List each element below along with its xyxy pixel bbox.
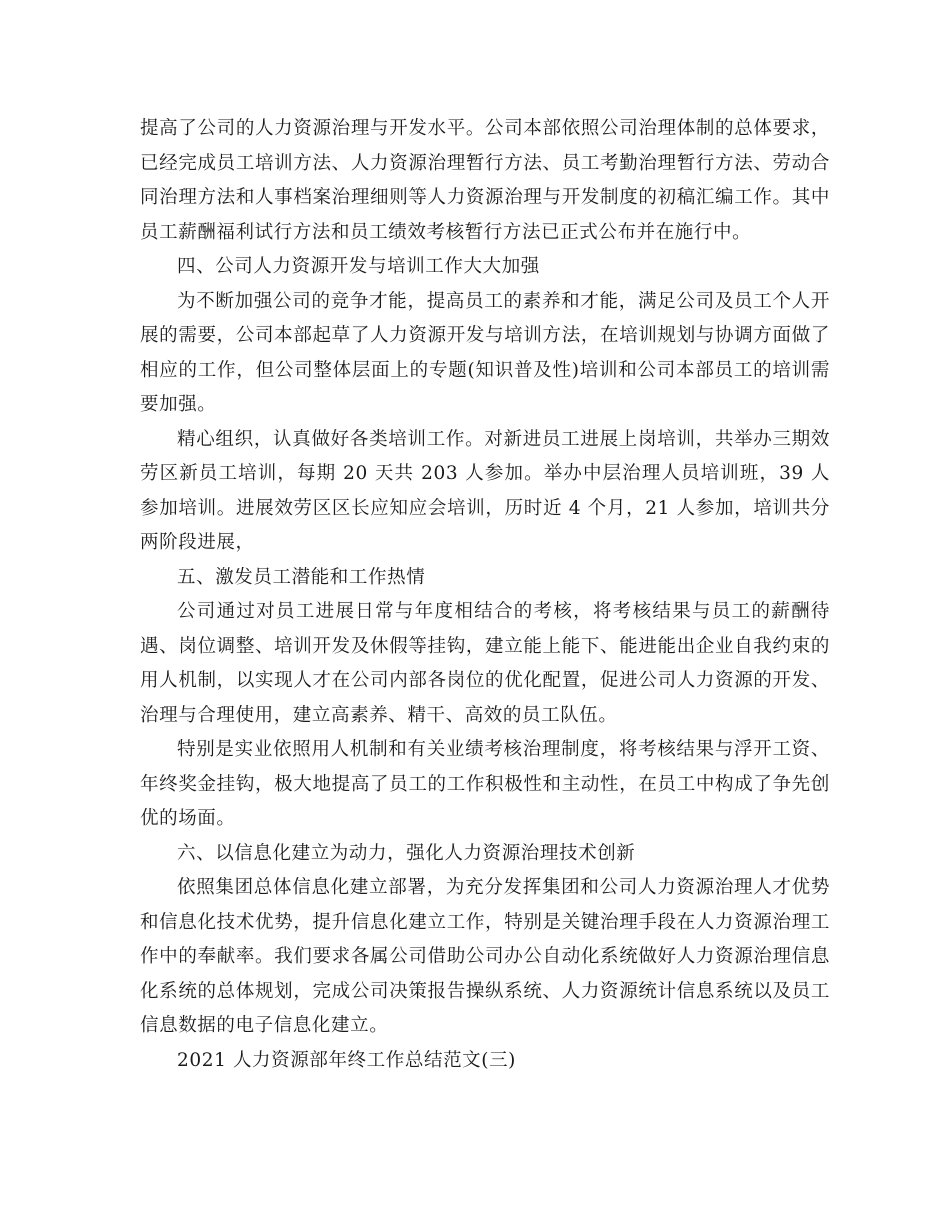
document-body <box>140 112 830 1078</box>
paragraph-informatization: 依照集团总体信息化建立部署，为充分发挥集团和公司人力资源治理人才优势和信息化技术优势，提升信息化建立工作，特别是关键治理手段在人力资源治理工作中的奉献率。我们要求各属公司借助公司办公自动化系统做好人力资源治理信息化系统的总体规划，完成公司决策报告操纵系统、人力资源统计信息系统以及员工信息数据的电子信息化建立。 <box>140 877 830 1036</box>
paragraph-performance: 特别是实业依照用人机制和有关业绩考核治理制度，将考核结果与浮开工资、年终奖金挂钩，极大地提高了员工的工作积极性和主动性，在员工中构成了争先创优的场面。 <box>140 739 830 829</box>
paragraph-hr-system: 提高了公司的人力资源治理与开发水平。公司本部依照公司治理体制的总体要求，已经完成员工培训方法、人力资源治理暂行方法、员工考勤治理暂行方法、劳动合同治理方法和人事档案治理细则等人力资源治理与开发制度的初稿汇编工作。其中员工薪酬福利试行方法和员工绩效考核暂行方法已正式公布并在施行中。 <box>140 118 830 243</box>
paragraph-training-work: 精心组织，认真做好各类培训工作。对新进员工进展上岗培训，共举办三期效劳区新员工培训，每期 20 天共 203 人参加。举办中层治理人员培训班，39 人参加培训。进展效劳区区长应知应会培训，历时近 4 个月，21 人参加，培训共分两阶段进展， <box>140 428 830 553</box>
paragraph-assessment: 公司通过对员工进展日常与年度相结合的考核，将考核结果与员工的薪酬待遇、岗位调整、培训开发及休假等挂钩，建立能上能下、能进能出企业自我约束的用人机制，以实现人才在公司内部各岗位的优化配置，促进公司人力资源的开发、治理与合理使用，建立高素养、精干、高效的员工队伍。 <box>140 601 830 726</box>
paragraph-training-plan: 为不断加强公司的竞争才能，提高员工的素养和才能，满足公司及员工个人开展的需要，公司本部起草了人力资源开发与培训方法，在培训规划与协调方面做了相应的工作，但公司整体层面上的专题(知识普及性)培训和公司本部员工的培训需要加强。 <box>140 290 830 415</box>
heading-section-five: 五、激发员工潜能和工作热情 <box>177 566 426 588</box>
heading-next-document: 2021 人力资源部年终工作总结范文(三) <box>177 1049 516 1071</box>
heading-section-four: 四、公司人力资源开发与培训工作大大加强 <box>177 256 540 277</box>
heading-section-six: 六、以信息化建立为动力，强化人力资源治理技术创新 <box>177 842 636 864</box>
